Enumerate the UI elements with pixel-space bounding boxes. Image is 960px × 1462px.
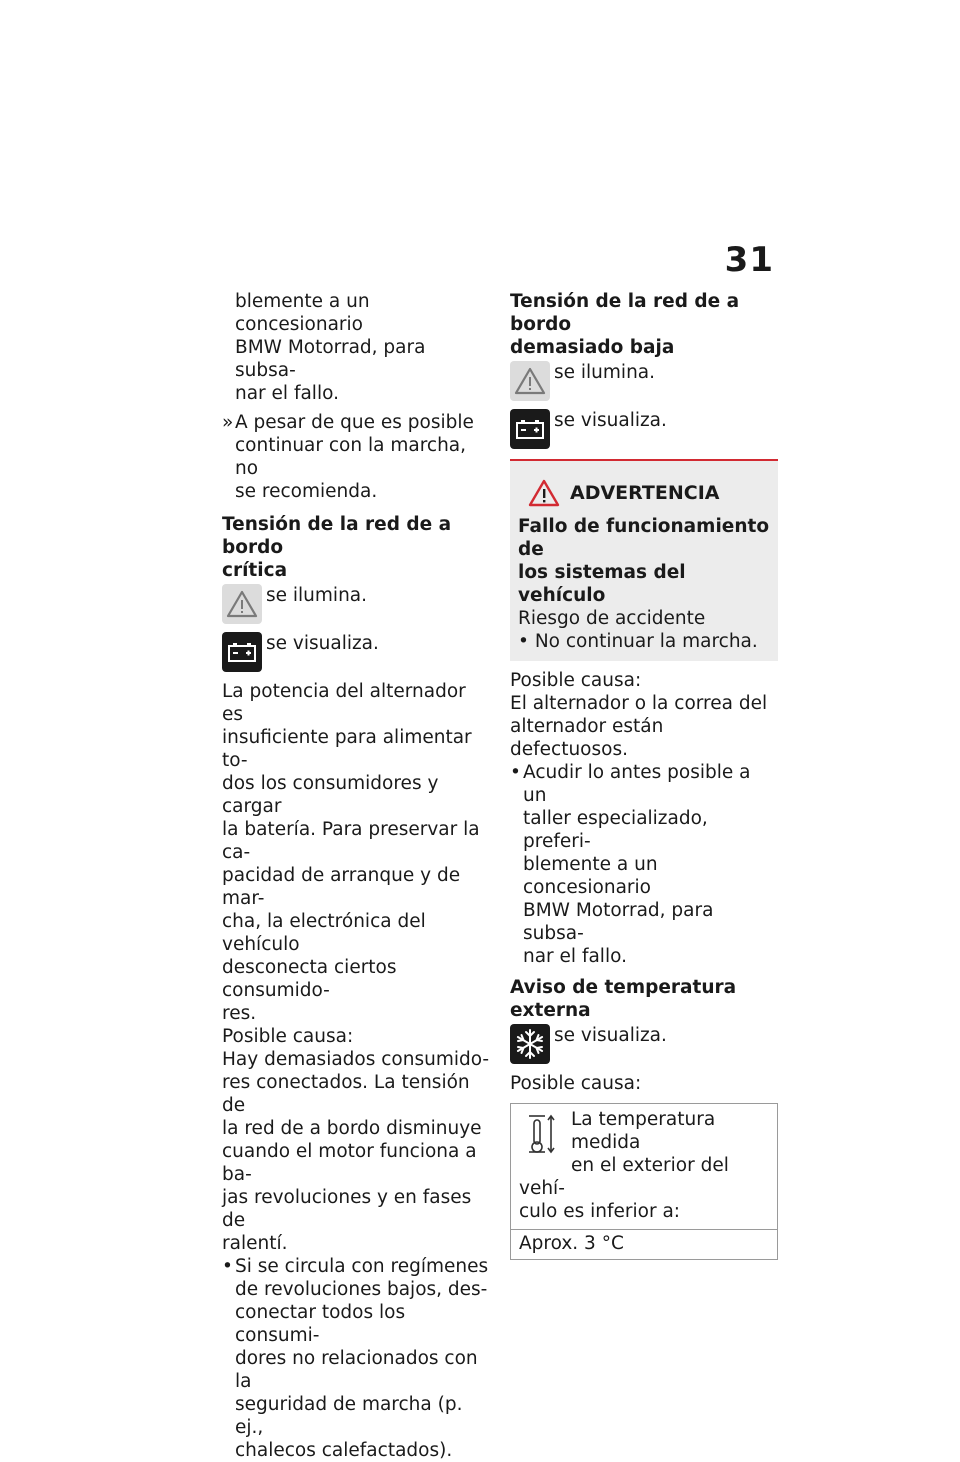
text-line: Fallo de funcionamiento de bbox=[518, 516, 770, 560]
cause-paragraph bbox=[510, 692, 778, 761]
temperature-table bbox=[510, 1103, 778, 1260]
cause-label: Posible causa: bbox=[510, 1073, 642, 1094]
text-line: chalecos calefactados). bbox=[235, 1440, 453, 1461]
snowflake-icon bbox=[510, 1024, 550, 1064]
warning-action bbox=[518, 630, 770, 653]
action-item bbox=[510, 761, 778, 968]
indicator-row bbox=[510, 361, 778, 401]
cause-paragraph bbox=[222, 1048, 490, 1255]
text-line: la batería. Para preservar la ca- bbox=[222, 819, 480, 863]
text-line: se recomienda. bbox=[235, 481, 378, 502]
text-line: pacidad de arranque y de mar- bbox=[222, 865, 461, 909]
indicator-label: se ilumina. bbox=[554, 362, 656, 383]
thermometer-icon bbox=[525, 1112, 561, 1156]
description-paragraph bbox=[222, 680, 490, 1025]
text-line: A pesar de que es posible bbox=[235, 412, 474, 433]
action-bullet: • bbox=[222, 1256, 233, 1277]
warning-action-bullet: • bbox=[518, 631, 529, 652]
note-bullet: » bbox=[222, 412, 234, 433]
text-line: conectar todos los consumi- bbox=[235, 1302, 406, 1346]
text-line: en el exterior del vehí- bbox=[519, 1155, 729, 1199]
text-line: dos los consumidores y cargar bbox=[222, 773, 439, 817]
indicator-row bbox=[222, 632, 490, 672]
text-line: ralentí. bbox=[222, 1233, 288, 1254]
text-line: La temperatura medida bbox=[571, 1109, 716, 1153]
warning-risk: Riesgo de accidente bbox=[518, 608, 706, 629]
temperature-value: Aprox. 3 °C bbox=[519, 1233, 624, 1254]
indicator-label: se visualiza. bbox=[554, 410, 667, 431]
text-line: Si se circula con regímenes bbox=[235, 1256, 489, 1277]
warning-title: ADVERTENCIA bbox=[570, 481, 720, 504]
text-line: desconecta ciertos consumido- bbox=[222, 957, 397, 1001]
heading-line: crítica bbox=[222, 560, 288, 581]
text-line: blemente a un concesionario bbox=[235, 291, 370, 335]
text-line: BMW Motorrad, para subsa- bbox=[235, 337, 426, 381]
text-line: El alternador o la correa del bbox=[510, 693, 768, 714]
text-line: BMW Motorrad, para subsa- bbox=[523, 900, 714, 944]
heading-line: Tensión de la red de a bordo bbox=[510, 291, 740, 335]
cause-label: Posible causa: bbox=[510, 670, 642, 691]
table-row bbox=[511, 1104, 777, 1230]
text-line: la red de a bordo disminuye bbox=[222, 1118, 482, 1139]
indicator-row bbox=[510, 1024, 778, 1064]
battery-icon bbox=[222, 632, 262, 672]
battery-icon bbox=[510, 409, 550, 449]
text-line: nar el fallo. bbox=[235, 383, 339, 404]
action-bullet: • bbox=[510, 762, 521, 783]
text-line: Acudir lo antes posible a un bbox=[523, 762, 751, 806]
heading-line: demasiado baja bbox=[510, 337, 675, 358]
warning-title-row bbox=[518, 479, 770, 507]
page-number: 31 bbox=[724, 240, 774, 280]
text-line: dores no relacionados con la bbox=[235, 1348, 478, 1392]
text-line: res conectados. La tensión de bbox=[222, 1072, 470, 1116]
text-line: blemente a un concesionario bbox=[523, 854, 658, 898]
text-line: cha, la electrónica del vehículo bbox=[222, 911, 426, 955]
indicator-row bbox=[222, 584, 490, 624]
continuation-text bbox=[222, 290, 490, 405]
text-line: Hay demasiados consumido- bbox=[222, 1049, 490, 1070]
text-line: los sistemas del vehículo bbox=[518, 562, 686, 606]
text-line: cuando el motor funciona a ba- bbox=[222, 1141, 477, 1185]
text-line: taller especializado, preferi- bbox=[523, 808, 708, 852]
text-line: res. bbox=[222, 1003, 257, 1024]
warning-triangle-icon bbox=[510, 361, 550, 401]
section-heading-low bbox=[510, 290, 778, 359]
action-item bbox=[222, 1255, 490, 1462]
indicator-label: se ilumina. bbox=[266, 585, 368, 606]
text-line: insuficiente para alimentar to- bbox=[222, 727, 472, 771]
text-line: de revoluciones bajos, des- bbox=[235, 1279, 488, 1300]
section-heading-temperature bbox=[510, 976, 778, 1022]
text-line: seguridad de marcha (p. ej., bbox=[235, 1394, 463, 1438]
warning-triangle-icon bbox=[528, 479, 560, 507]
right-column bbox=[510, 290, 778, 1260]
warning-subtitle bbox=[518, 515, 770, 607]
text-line: La potencia del alternador es bbox=[222, 681, 466, 725]
left-column bbox=[222, 290, 490, 1462]
warning-triangle-icon bbox=[222, 584, 262, 624]
warning-box bbox=[510, 459, 778, 661]
indicator-label: se visualiza. bbox=[266, 633, 379, 654]
text-line: jas revoluciones y en fases de bbox=[222, 1187, 472, 1231]
note-item bbox=[222, 411, 490, 503]
text-line: nar el fallo. bbox=[523, 946, 627, 967]
heading-line: Aviso de temperatura externa bbox=[510, 977, 737, 1021]
indicator-row bbox=[510, 409, 778, 449]
table-row bbox=[511, 1230, 777, 1259]
section-heading-critical bbox=[222, 513, 490, 582]
text-line: alternador están defectuosos. bbox=[510, 716, 664, 760]
indicator-label: se visualiza. bbox=[554, 1025, 667, 1046]
text-line: continuar con la marcha, no bbox=[235, 435, 467, 479]
warning-action-text: No continuar la marcha. bbox=[534, 631, 758, 652]
cause-label: Posible causa: bbox=[222, 1026, 354, 1047]
text-line: culo es inferior a: bbox=[519, 1201, 681, 1222]
heading-line: Tensión de la red de a bordo bbox=[222, 514, 452, 558]
